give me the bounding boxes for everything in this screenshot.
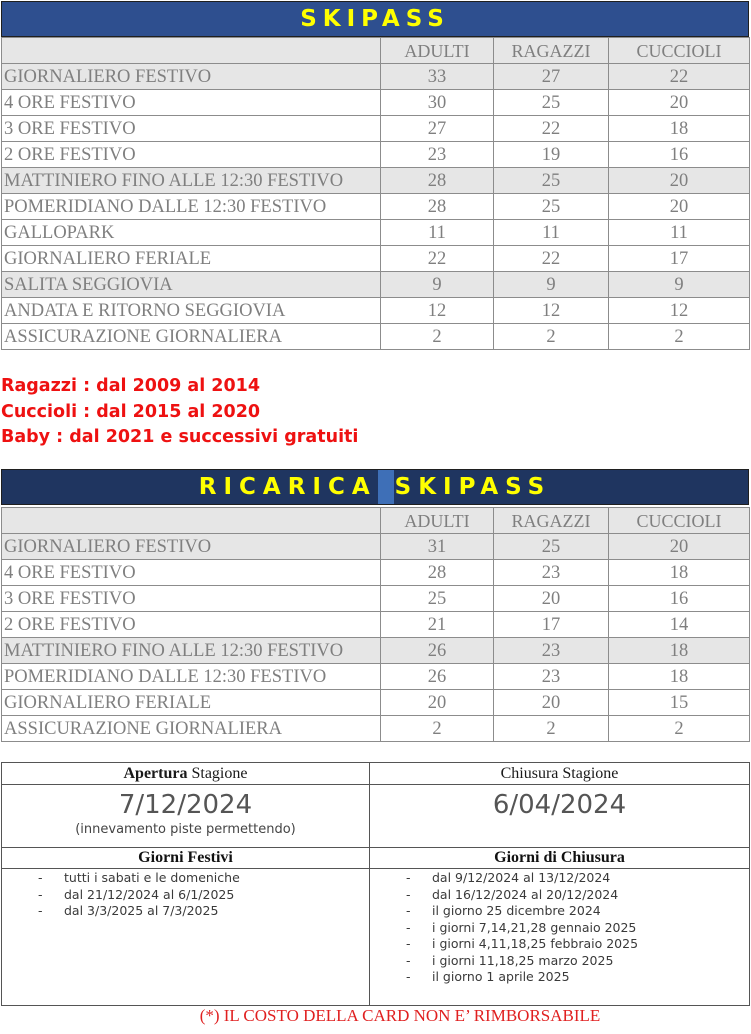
- row-label: GALLOPARK: [2, 220, 381, 246]
- price-ragazzi: 12: [494, 298, 609, 324]
- table-row: [2, 612, 750, 638]
- table-row: [2, 90, 750, 116]
- ricarica-title-a: RICARICA: [198, 474, 377, 500]
- price-adulti: 9: [381, 272, 494, 298]
- chiusura-item: - il giorno 1 aprile 2025: [370, 969, 749, 986]
- blank-header-cell: [2, 38, 381, 64]
- price-adulti: 11: [381, 220, 494, 246]
- price-ragazzi: 17: [494, 612, 609, 638]
- open-note: (innevamento piste permettendo): [75, 822, 296, 837]
- price-adulti: 26: [381, 664, 494, 690]
- season-table: [1, 762, 750, 1006]
- chiusura-list: [370, 870, 749, 986]
- table-row: [2, 298, 750, 324]
- table-row: [2, 246, 750, 272]
- price-cuccioli: 18: [609, 638, 750, 664]
- card-disclaimer: (*) IL COSTO DELLA CARD NON E’ RIMBORSABILE: [199, 1006, 601, 1025]
- price-ragazzi: 2: [494, 324, 609, 350]
- apertura-rest: Stagione: [187, 765, 248, 782]
- open-date-cell: [2, 785, 370, 848]
- row-label: GIORNALIERO FESTIVO: [2, 64, 381, 90]
- skipass-banner: [1, 1, 749, 37]
- price-ragazzi: 25: [494, 168, 609, 194]
- column-header-row: [2, 38, 750, 64]
- price-ragazzi: 22: [494, 116, 609, 142]
- row-label: 2 ORE FESTIVO: [2, 142, 381, 168]
- table-row: [2, 690, 750, 716]
- price-adulti: 28: [381, 560, 494, 586]
- table-row: [2, 168, 750, 194]
- price-cuccioli: 18: [609, 116, 750, 142]
- price-ragazzi: 23: [494, 638, 609, 664]
- festivi-list: [2, 870, 369, 920]
- table-row: [2, 664, 750, 690]
- blank-header-cell: [2, 508, 381, 534]
- table-row: [2, 194, 750, 220]
- row-label: POMERIDIANO DALLE 12:30 FESTIVO: [2, 664, 381, 690]
- price-cuccioli: 20: [609, 168, 750, 194]
- table-row: [2, 586, 750, 612]
- chiusura-item: - dal 9/12/2024 al 13/12/2024: [370, 870, 749, 887]
- festivi-cell: [2, 869, 370, 1006]
- price-ragazzi: 23: [494, 560, 609, 586]
- skipass-title: SKIPASS: [300, 6, 450, 32]
- festivi-item: - dal 21/12/2024 al 6/1/2025: [2, 887, 369, 904]
- price-ragazzi: 27: [494, 64, 609, 90]
- chiusura-title: Giorni di Chiusura: [370, 848, 750, 869]
- price-ragazzi: 22: [494, 246, 609, 272]
- row-label: 4 ORE FESTIVO: [2, 560, 381, 586]
- festivi-item: - tutti i sabati e le domeniche: [2, 870, 369, 887]
- open-date: 7/12/2024: [118, 790, 253, 820]
- price-adulti: 21: [381, 612, 494, 638]
- chiusura-item: - i giorni 7,14,21,28 gennaio 2025: [370, 920, 749, 937]
- price-cuccioli: 14: [609, 612, 750, 638]
- note-ragazzi: Ragazzi : dal 2009 al 2014: [1, 376, 261, 396]
- price-cuccioli: 12: [609, 298, 750, 324]
- chiusura-item: - i giorni 4,11,18,25 febbraio 2025: [370, 936, 749, 953]
- column-header-row: [2, 508, 750, 534]
- note-cuccioli: Cuccioli : dal 2015 al 2020: [1, 401, 261, 422]
- column-header: RAGAZZI: [494, 38, 609, 64]
- column-header: CUCCIOLI: [609, 508, 750, 534]
- ricarica-table-body: [2, 508, 750, 742]
- price-adulti: 33: [381, 64, 494, 90]
- chiusura-header: Chiusura Stagione: [370, 763, 750, 785]
- price-adulti: 2: [381, 324, 494, 350]
- price-cuccioli: 18: [609, 664, 750, 690]
- row-label: ANDATA E RITORNO SEGGIOVIA: [2, 298, 381, 324]
- price-ragazzi: 20: [494, 586, 609, 612]
- ricarica-banner: [1, 469, 749, 505]
- price-cuccioli: 16: [609, 142, 750, 168]
- text-cursor-highlight: [378, 470, 394, 504]
- price-adulti: 30: [381, 90, 494, 116]
- price-adulti: 26: [381, 638, 494, 664]
- row-label: 4 ORE FESTIVO: [2, 90, 381, 116]
- price-adulti: 22: [381, 246, 494, 272]
- row-label: 2 ORE FESTIVO: [2, 612, 381, 638]
- chiusura-cell: [370, 869, 750, 1006]
- price-cuccioli: 16: [609, 586, 750, 612]
- price-cuccioli: 20: [609, 194, 750, 220]
- row-label: MATTINIERO FINO ALLE 12:30 FESTIVO: [2, 638, 381, 664]
- table-row: [2, 324, 750, 350]
- column-header: ADULTI: [381, 38, 494, 64]
- column-header: RAGAZZI: [494, 508, 609, 534]
- price-cuccioli: 9: [609, 272, 750, 298]
- row-label: ASSICURAZIONE GIORNALIERA: [2, 324, 381, 350]
- price-cuccioli: 11: [609, 220, 750, 246]
- row-label: 3 ORE FESTIVO: [2, 586, 381, 612]
- price-cuccioli: 2: [609, 324, 750, 350]
- price-cuccioli: 20: [609, 90, 750, 116]
- price-ragazzi: 11: [494, 220, 609, 246]
- price-cuccioli: 22: [609, 64, 750, 90]
- row-label: MATTINIERO FINO ALLE 12:30 FESTIVO: [2, 168, 381, 194]
- close-date: 6/04/2024: [492, 790, 627, 820]
- ricarica-price-table: [1, 507, 750, 742]
- column-header: ADULTI: [381, 508, 494, 534]
- row-label: 3 ORE FESTIVO: [2, 116, 381, 142]
- table-row: [2, 534, 750, 560]
- skipass-price-table: [1, 37, 750, 350]
- price-adulti: 23: [381, 142, 494, 168]
- price-cuccioli: 17: [609, 246, 750, 272]
- price-ragazzi: 25: [494, 90, 609, 116]
- price-adulti: 12: [381, 298, 494, 324]
- price-adulti: 28: [381, 168, 494, 194]
- ricarica-title-b: SKIPASS: [394, 474, 552, 500]
- festivi-item: - dal 3/3/2025 al 7/3/2025: [2, 903, 369, 920]
- price-ragazzi: 9: [494, 272, 609, 298]
- price-cuccioli: 18: [609, 560, 750, 586]
- price-adulti: 28: [381, 194, 494, 220]
- row-label: ASSICURAZIONE GIORNALIERA: [2, 716, 381, 742]
- note-baby: Baby : dal 2021 e successivi gratuiti: [1, 427, 359, 447]
- row-label: SALITA SEGGIOVIA: [2, 272, 381, 298]
- price-adulti: 27: [381, 116, 494, 142]
- price-adulti: 2: [381, 716, 494, 742]
- price-adulti: 20: [381, 690, 494, 716]
- price-ragazzi: 20: [494, 690, 609, 716]
- row-label: POMERIDIANO DALLE 12:30 FESTIVO: [2, 194, 381, 220]
- table-row: [2, 560, 750, 586]
- close-date-cell: [370, 785, 750, 848]
- chiusura-item: - il giorno 25 dicembre 2024: [370, 903, 749, 920]
- chiusura-item: - i giorni 11,18,25 marzo 2025: [370, 953, 749, 970]
- price-adulti: 31: [381, 534, 494, 560]
- price-ragazzi: 25: [494, 534, 609, 560]
- apertura-header: [2, 763, 370, 785]
- price-ragazzi: 19: [494, 142, 609, 168]
- price-cuccioli: 2: [609, 716, 750, 742]
- table-row: [2, 64, 750, 90]
- price-ragazzi: 25: [494, 194, 609, 220]
- row-label: GIORNALIERO FESTIVO: [2, 534, 381, 560]
- price-adulti: 25: [381, 586, 494, 612]
- table-row: [2, 116, 750, 142]
- festivi-title: Giorni Festivi: [2, 848, 370, 869]
- chiusura-item: - dal 16/12/2024 al 20/12/2024: [370, 887, 749, 904]
- row-label: GIORNALIERO FERIALE: [2, 690, 381, 716]
- column-header: CUCCIOLI: [609, 38, 750, 64]
- row-label: GIORNALIERO FERIALE: [2, 246, 381, 272]
- price-cuccioli: 15: [609, 690, 750, 716]
- table-row: [2, 272, 750, 298]
- table-row: [2, 716, 750, 742]
- skipass-table-body: [2, 38, 750, 350]
- table-row: [2, 220, 750, 246]
- price-cuccioli: 20: [609, 534, 750, 560]
- apertura-bold: Apertura: [123, 765, 188, 782]
- age-notes: [1, 374, 358, 451]
- table-row: [2, 142, 750, 168]
- table-row: [2, 638, 750, 664]
- price-ragazzi: 2: [494, 716, 609, 742]
- price-ragazzi: 23: [494, 664, 609, 690]
